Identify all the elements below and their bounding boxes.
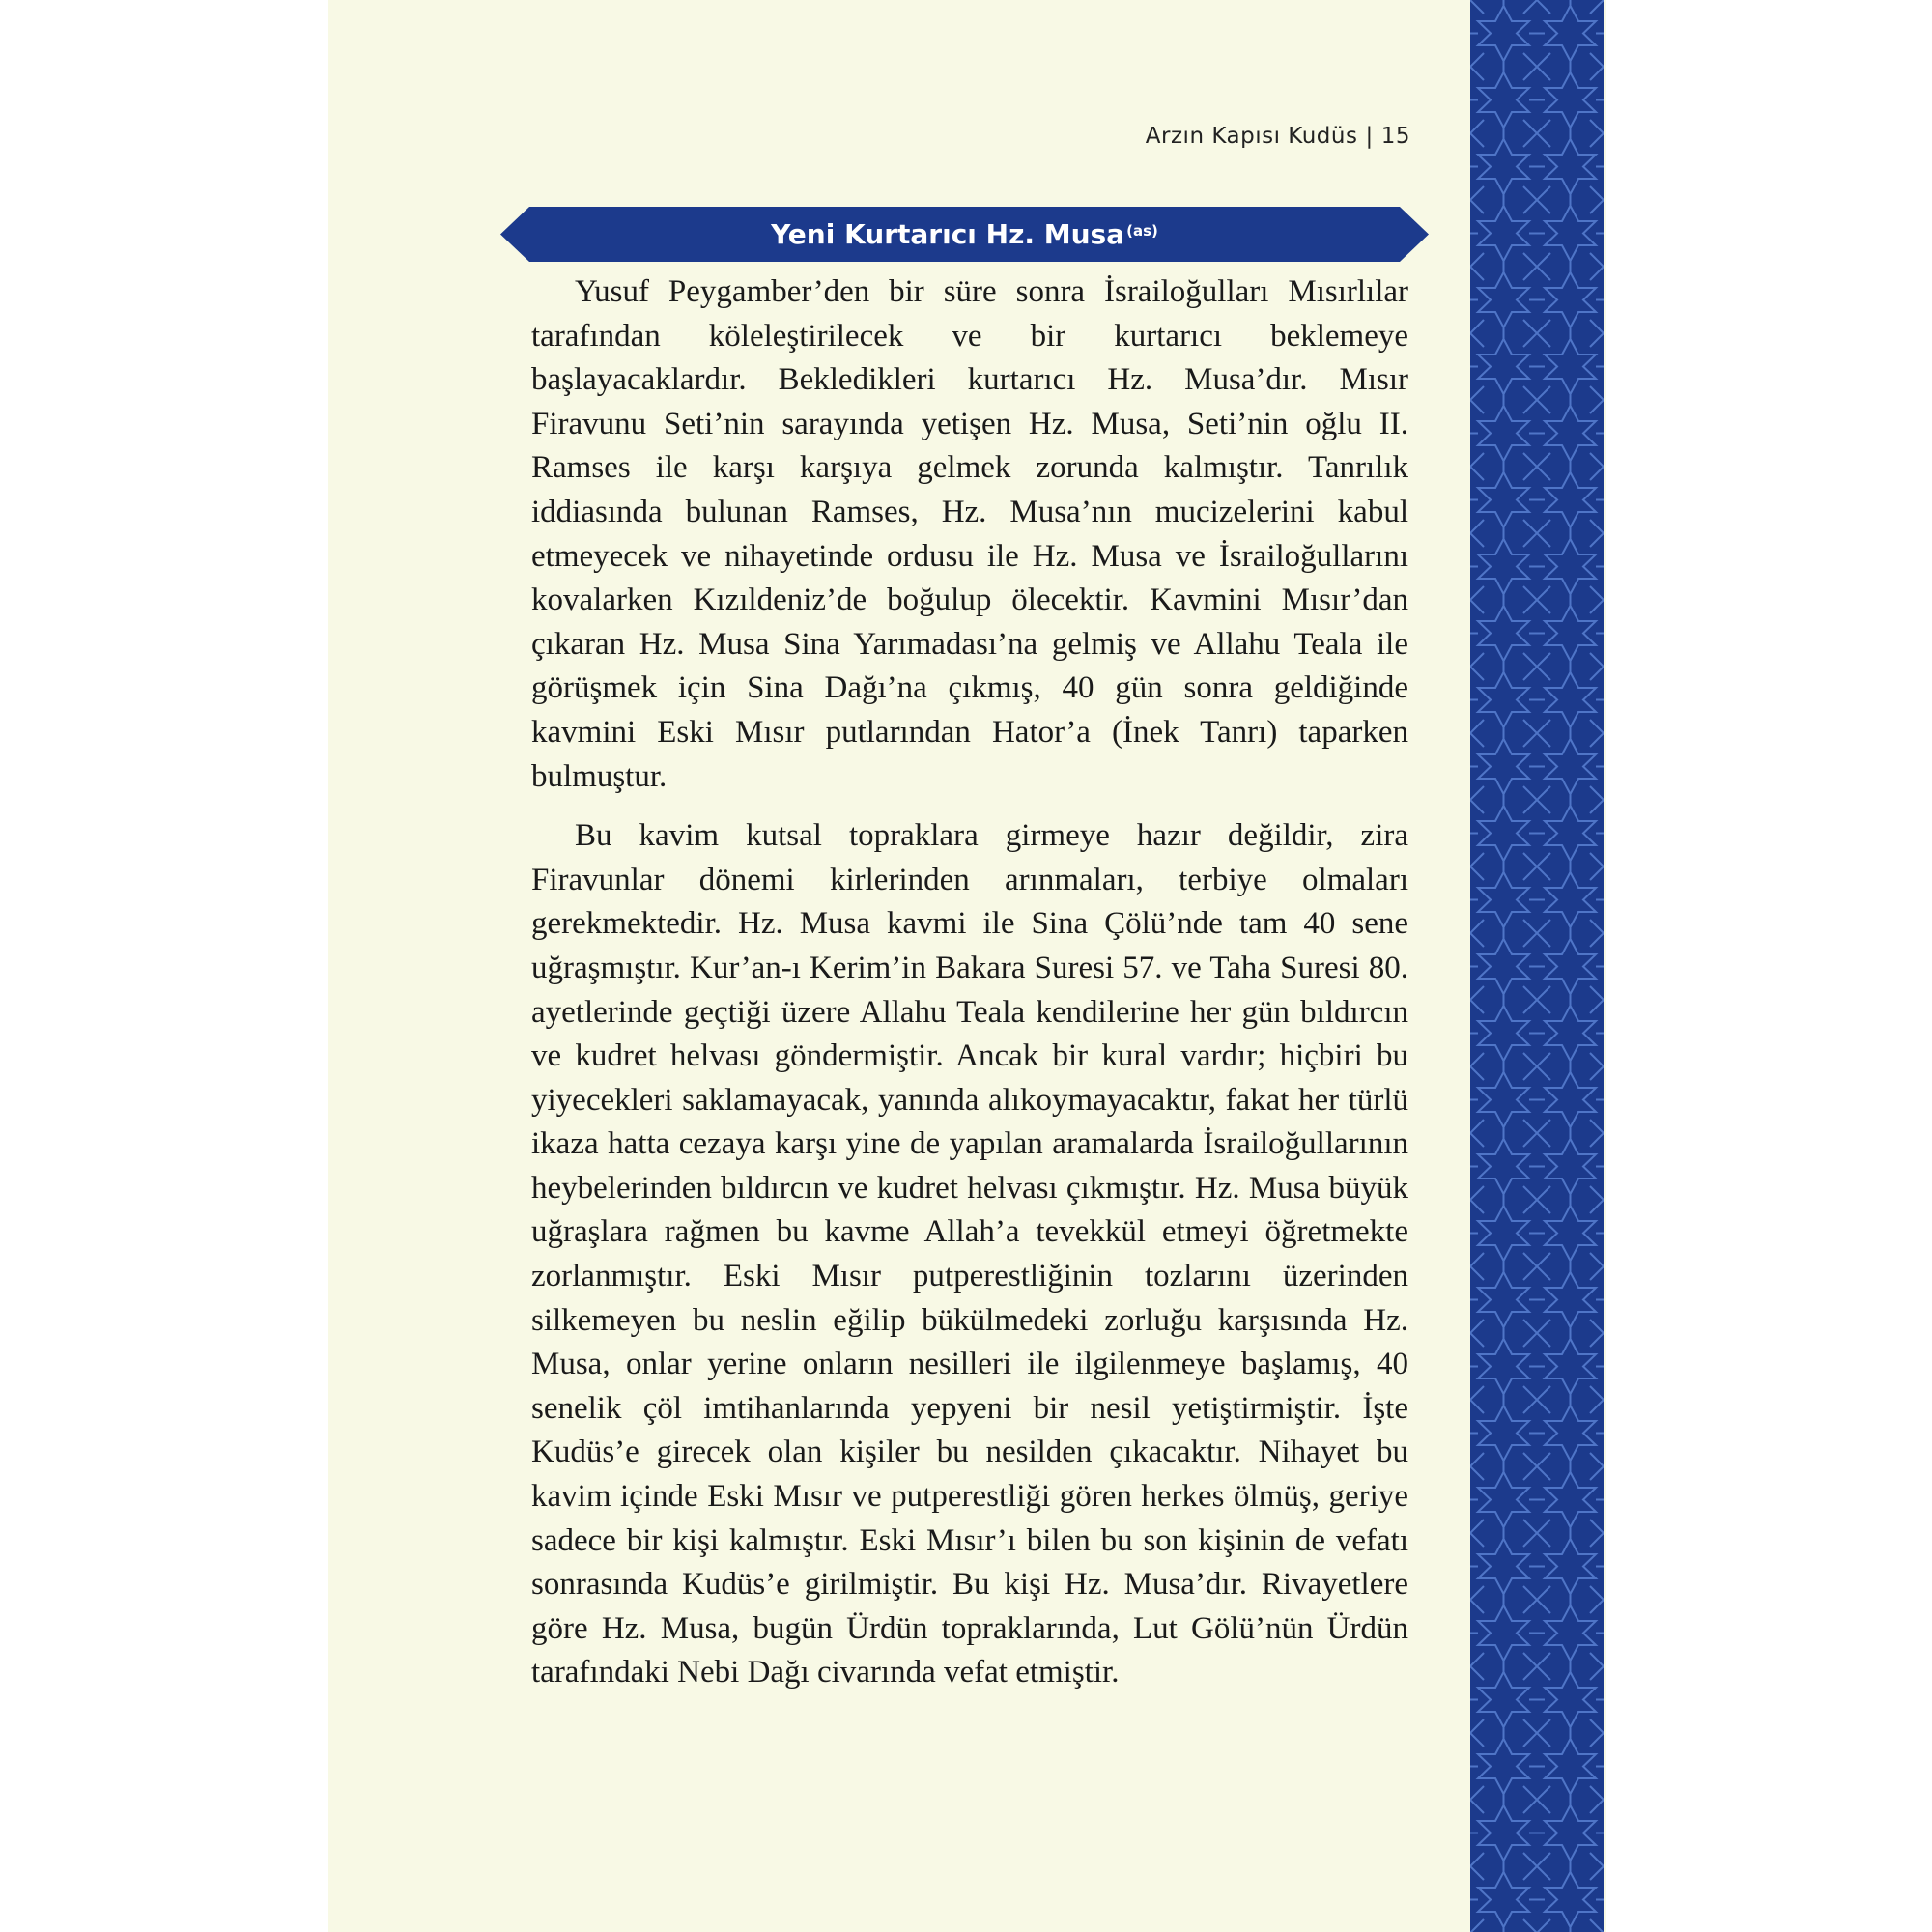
section-title-banner — [500, 207, 1429, 262]
decorative-border-strip — [1470, 0, 1604, 1932]
book-title: Arzın Kapısı Kudüs — [1145, 124, 1358, 149]
geometric-star-pattern-icon — [1470, 0, 1604, 1932]
body-text — [531, 270, 1408, 1695]
page-number: 15 — [1380, 124, 1410, 149]
header-separator: | — [1365, 124, 1374, 149]
paragraph-2: Bu kavim kutsal topraklara girmeye hazır değildir, zira Firavunlar dönemi kirlerinden arınmaları, terbiye olmaları gerekmektedir. Hz. Musa kavmi ile Sina Çölü’nde tam 40 sene uğraşmıştır. Kur’an-ı Kerim’in Bakara Suresi 57. ve Taha Suresi 80. ayetlerinde geçtiği üzere Allahu Teala kendilerine her gün bıldırcın ve kudret helvası göndermiştir. Ancak bir kural vardır; hiçbiri bu yiyecekleri saklamayacak, yanında alıkoymayacaktır, fakat her türlü ikaza hatta cezaya karşı yine de yapılan aramalarda İsrailoğullarının heybelerinden bıldırcın ve kudret helvası çıkmıştır. Hz. Musa büyük uğraşlara rağmen bu kavme Allah’a tevekkül etmeyi öğretmekte zorlanmıştır. Eski Mısır putperestliğinin tozlarını üzerinden silkemeyen bu neslin eğilip bükülmedeki zorluğu karşısında Hz. Musa, onlar yerine onların nesilleri ile ilgilenmeye başlamış, 40 senelik çöl imtihanlarında yepyeni bir nesil yetiştirmiştir. İşte Kudüs’e girecek olan kişiler bu nesilden çıkacaktır. Nihayet bu kavim içinde Eski Mısır ve putperestliği gören herkes ölmüş, geriye sadece bir kişi kalmıştır. Eski Mısır’ı bilen bu son kişinin de vefatı sonrasında Kudüs’e girilmiştir. Bu kişi Hz. Musa’dır. Rivayetlere göre Hz. Musa, bugün Ürdün topraklarında, Lut Gölü’nün Ürdün tarafındaki Nebi Dağı civarında vefat etmiştir. — [531, 818, 1408, 1690]
running-header — [1063, 124, 1410, 149]
section-title-superscript: (as) — [1126, 221, 1158, 240]
section-title-text: Yeni Kurtarıcı Hz. Musa — [771, 218, 1125, 250]
paragraph-1: Yusuf Peygamber’den bir süre sonra İsrailoğulları Mısırlılar tarafından köleleştirilecek ve bir kurtarıcı beklemeye başlayacaklardır. Bekledikleri kurtarıcı Hz. Musa’dır. Mısır Firavunu Seti’nin sarayında yetişen Hz. Musa, Seti’nin oğlu II. Ramses ile karşı karşıya gelmek zorunda kalmıştır. Tanrılık iddiasında bulunan Ramses, Hz. Musa’nın mucizelerini kabul etmeyecek ve nihayetinde ordusu ile Hz. Musa ve İsrailoğullarını kovalarken Kızıldeniz’de boğulup ölecektir. Kavmini Mısır’dan çıkaran Hz. Musa Sina Yarımadası’na gelmiş ve Allahu Teala ile görüşmek için Sina Dağı’na çıkmış, 40 gün sonra geldiğinde kavmini Eski Mısır putlarından Hator’a (İnek Tanrı) taparken bulmuştur. — [531, 274, 1408, 794]
section-title — [500, 207, 1429, 262]
